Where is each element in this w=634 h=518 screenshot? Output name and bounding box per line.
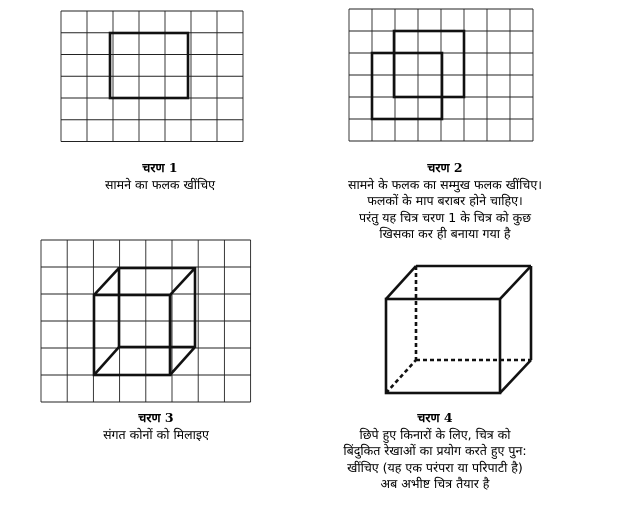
step-4-line-3: खींचिए (यह एक परंपरा या परिपाटी है) [347,459,523,475]
step-3-caption [36,410,276,443]
step-1-grid [61,11,243,142]
step-2-line-3: परंतु यह चित्र चरण 1 के चित्र को कुछ [358,209,531,225]
step-1-caption [40,160,280,193]
step-2-line-2: फलकों के माप बराबर होने चाहिए। [367,193,523,208]
step-3-title: चरण 3 [138,410,174,425]
step-3-cube [94,268,195,375]
step-3-edge-bottom-left [94,347,119,375]
step-3-edge-top-left [94,268,119,295]
step-3-grid [41,240,251,402]
step-2-line-4: खिसका कर ही बनाया गया है [379,226,511,241]
step-2-title: चरण 2 [427,160,463,175]
step-1-title: चरण 1 [142,160,178,175]
step-1-line-1: सामने का फलक खींचिए [104,176,216,192]
step-3-line-1: संगत कोनों को मिलाइए [103,426,209,442]
step-4-hidden-edge-diagonal [386,360,416,393]
step-4-edge-bottom-right [500,360,531,393]
step-4-edge-top-right [500,266,531,299]
step-4-line-1: छिपे हुए किनारों के लिए, चित्र को [359,426,511,442]
step-3-edge-top-right [170,268,195,295]
step-2-line-1: सामने के फलक का सम्मुख फलक खींचिए। [348,176,542,192]
step-3-edge-bottom-right [170,347,195,375]
step-4-edge-top-left [386,266,416,299]
step-4-front-face [386,299,500,393]
step-4-line-2: बिंदुकित रेखाओं का प्रयोग करते हुए पुन: [343,443,527,458]
step-4-line-4: अब अभीष्ट चित्र तैयार है [380,476,490,491]
step-2-back-face [394,31,464,97]
step-4-title: चरण 4 [417,410,453,425]
step-4-caption [310,410,560,493]
step-4-cube [386,266,531,393]
step-2-caption [300,160,590,243]
step-2-front-face [372,53,442,119]
step-1-front-face [110,33,188,98]
